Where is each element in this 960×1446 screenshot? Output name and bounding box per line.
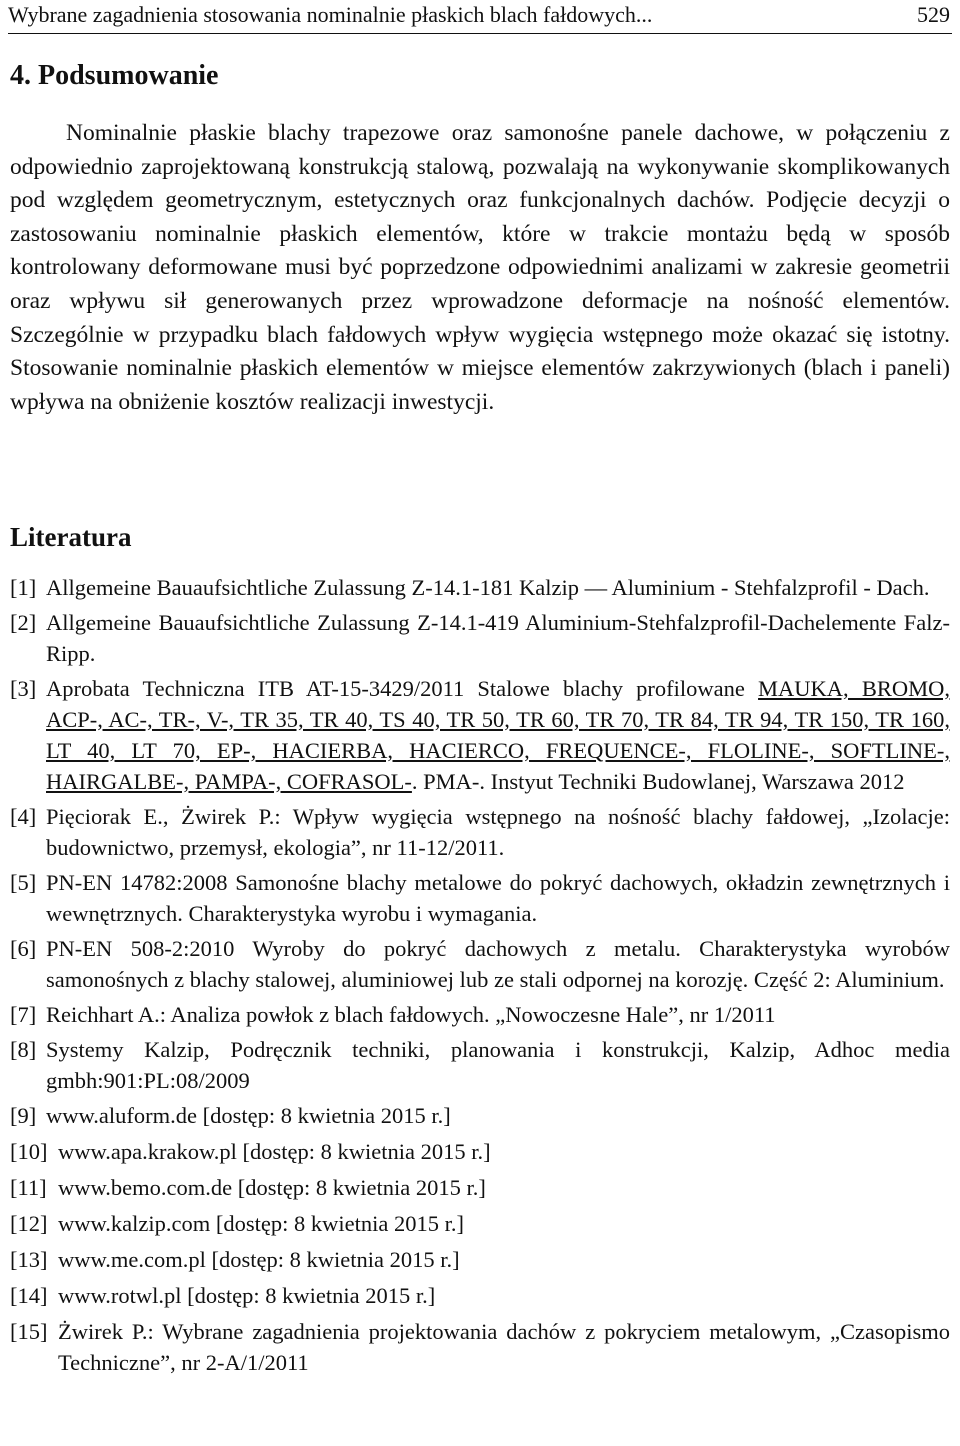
reference-text: Reichhart A.: Analiza powłok z blach fałdowych. „Nowoczesne Hale”, nr 1/2011 — [46, 1002, 776, 1027]
reference-number: [12] — [10, 1211, 48, 1236]
reference-item — [10, 1034, 950, 1096]
reference-text: www.kalzip.com [dostęp: 8 kwietnia 2015 r.] — [58, 1211, 464, 1236]
running-title: Wybrane zagadnienia stosowania nominalnie płaskich blach fałdowych... — [8, 2, 653, 27]
reference-text: PN-EN 14782:2008 Samonośne blachy metalowe do pokryć dachowych, okładzin zewnętrznych i wewnętrznych. Charakterystyka wyrobu i wymagania. — [46, 870, 950, 926]
reference-item — [10, 572, 950, 603]
reference-number: [15] — [10, 1319, 48, 1344]
reference-number: [1] — [10, 575, 37, 600]
reference-number: [5] — [10, 870, 37, 895]
reference-text-prefix: Aprobata Techniczna ITB AT-15-3429/2011 Stalowe blachy profilowane — [46, 676, 759, 701]
page-number: 529 — [917, 2, 950, 27]
reference-item — [10, 673, 950, 797]
reference-item — [10, 1244, 950, 1275]
reference-item — [10, 933, 950, 995]
reference-text: www.aluform.de [dostęp: 8 kwietnia 2015 r.] — [46, 1103, 451, 1128]
reference-text: Pięciorak E., Żwirek P.: Wpływ wygięcia wstępnego na nośność blachy fałdowej, „Izolacje: budownictwo, przemysł, ekologia”, nr 11-12/2011. — [46, 804, 950, 860]
reference-text-suffix: . PMA-. Instyut Techniki Budowlanej, Warszawa 2012 — [411, 769, 905, 794]
reference-number: [11] — [10, 1175, 47, 1200]
reference-item — [10, 1136, 950, 1167]
reference-number: [6] — [10, 936, 37, 961]
reference-number: [10] — [10, 1139, 48, 1164]
reference-product-list: MAUKA, BROMO, ACP-, AC-, TR-, V-, TR 35, TR 40, TS 40, TR 50, TR 60, TR 70, TR 84, TR 94, TR 150, TR 160, LT 40, LT 70, EP-, HACIERBA, HACIERCO, FREQUENCE-, FLOLINE-, SOFTLINE-, HAIRGALBE-, PAMPA-, COFRASOL- — [46, 676, 950, 794]
reference-item — [10, 1316, 950, 1378]
reference-number: [7] — [10, 1002, 37, 1027]
reference-number: [13] — [10, 1247, 48, 1272]
reference-item — [10, 1100, 950, 1131]
reference-item — [10, 999, 950, 1030]
reference-text: Allgemeine Bauaufsichtliche Zulassung Z-14.1-419 Aluminium-Stehfalzprofil-Dachelemente Falz-Ripp. — [46, 610, 950, 666]
reference-number: [2] — [10, 610, 37, 635]
running-header — [8, 0, 952, 34]
reference-text: Systemy Kalzip, Podręcznik techniki, planowania i konstrukcji, Kalzip, Adhoc media gmbh:901:PL:08/2009 — [46, 1037, 950, 1093]
reference-number: [4] — [10, 804, 37, 829]
reference-item — [10, 867, 950, 929]
reference-item — [10, 1172, 950, 1203]
literature-heading: Literatura — [10, 522, 132, 552]
reference-text: www.rotwl.pl [dostęp: 8 kwietnia 2015 r.] — [58, 1283, 436, 1308]
reference-number: [8] — [10, 1037, 37, 1062]
reference-text: Allgemeine Bauaufsichtliche Zulassung Z-14.1-181 Kalzip — Aluminium - Stehfalzprofil - Dach. — [46, 575, 930, 600]
reference-item — [10, 1208, 950, 1239]
reference-item — [10, 801, 950, 863]
reference-number: [9] — [10, 1103, 37, 1128]
section-heading: 4. Podsumowanie — [10, 60, 219, 91]
reference-list — [10, 572, 950, 1382]
reference-text: PN-EN 508-2:2010 Wyroby do pokryć dachowych z metalu. Charakterystyka wyrobów samonośnych z blachy stalowej, aluminiowej lub ze stali odpornej na korozję. Część 2: Aluminium. — [46, 936, 950, 992]
reference-item — [10, 607, 950, 669]
reference-text: www.me.com.pl [dostęp: 8 kwietnia 2015 r.] — [58, 1247, 460, 1272]
reference-text: www.apa.krakow.pl [dostęp: 8 kwietnia 2015 r.] — [58, 1139, 491, 1164]
reference-item — [10, 1280, 950, 1311]
reference-number: [3] — [10, 676, 37, 701]
reference-text: www.bemo.com.de [dostęp: 8 kwietnia 2015 r.] — [58, 1175, 486, 1200]
reference-number: [14] — [10, 1283, 48, 1308]
summary-paragraph: Nominalnie płaskie blachy trapezowe oraz samonośne panele dachowe, w połączeniu z odpowiednio zaprojektowaną konstrukcją stalową, pozwalają na wykonywanie skomplikowanych pod względem geometrycznym, estetycznych oraz funkcjonalnych dachów. Podjęcie decyzji o zastosowaniu nominalnie płaskich elementów, które w trakcie montażu będą w sposób kontrolowany deformowane musi być poprzedzone odpowiednimi analizami w zakresie geometrii oraz wpływu sił generowanych przez wprowadzone deformacje na nośność elementów. Szczególnie w przypadku blach fałdowych wpływ wygięcia wstępnego może okazać się istotny. Stosowanie nominalnie płaskich elementów w miejsce elementów zakrzywionych (blach i paneli) wpływa na obniżenie kosztów realizacji inwestycji. — [10, 120, 950, 415]
reference-text: Żwirek P.: Wybrane zagadnienia projektowania dachów z pokryciem metalowym, „Czasopismo Techniczne”, nr 2-A/1/2011 — [58, 1319, 950, 1375]
